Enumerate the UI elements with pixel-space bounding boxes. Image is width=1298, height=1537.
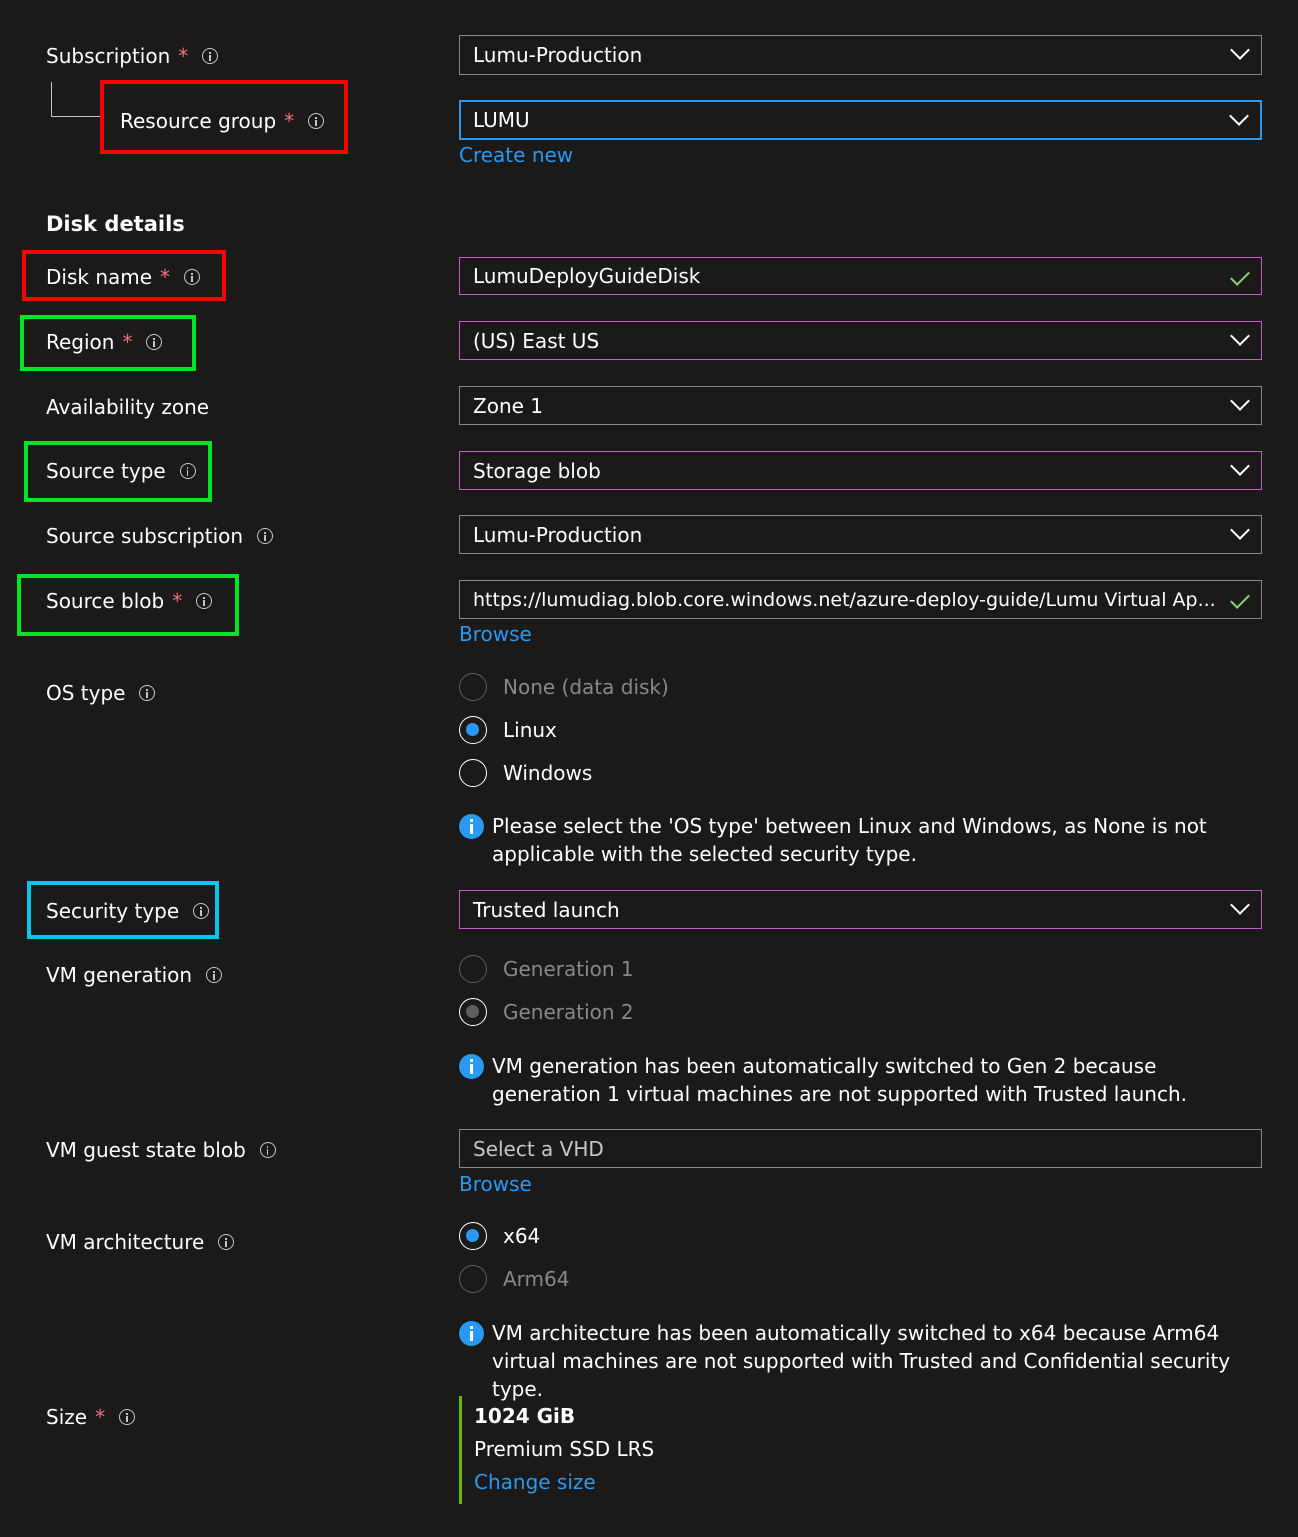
source-blob-input[interactable]: https://lumudiag.blob.core.windows.net/azure-deploy-guide/Lumu Virtual Ap... xyxy=(459,580,1262,619)
size-amount: 1024 GiB xyxy=(474,1404,576,1428)
os-type-label: OS type xyxy=(46,678,155,708)
radio-button xyxy=(459,955,487,983)
resource-group-label: Resource group * xyxy=(120,106,324,136)
checkmark-icon xyxy=(1230,266,1250,286)
info-icon[interactable] xyxy=(260,1142,276,1158)
region-label: Region * xyxy=(46,327,162,357)
chevron-down-icon xyxy=(1232,113,1246,127)
radio-button[interactable] xyxy=(459,1222,487,1250)
vm-generation-label: VM generation xyxy=(46,960,222,990)
availability-zone-dropdown[interactable]: Zone 1 xyxy=(459,386,1262,425)
radio-windows[interactable]: Windows xyxy=(459,758,592,788)
radio-generation-1: Generation 1 xyxy=(459,954,634,984)
info-icon[interactable] xyxy=(119,1409,135,1425)
info-icon[interactable] xyxy=(257,528,273,544)
chevron-down-icon xyxy=(1233,398,1247,412)
radio-button xyxy=(459,673,487,701)
source-type-dropdown[interactable]: Storage blob xyxy=(459,451,1262,490)
info-icon[interactable] xyxy=(218,1234,234,1250)
info-icon[interactable] xyxy=(202,48,218,64)
availability-zone-label: Availability zone xyxy=(46,395,210,419)
tree-connector xyxy=(51,82,102,117)
highlight-box-green xyxy=(24,441,212,502)
info-message: VM generation has been automatically switched to Gen 2 because generation 1 virtual machines are not supported with Trusted launch. xyxy=(459,1052,1269,1108)
radio-button xyxy=(459,1265,487,1293)
source-blob-label: Source blob * xyxy=(46,586,212,616)
disk-name-label: Disk name * xyxy=(46,262,200,292)
radio-none: None (data disk) xyxy=(459,672,669,702)
create-new-link[interactable]: Create new xyxy=(459,143,574,167)
info-filled-icon xyxy=(459,1321,484,1346)
chevron-down-icon xyxy=(1233,527,1247,541)
vm-guest-state-blob-input[interactable]: Select a VHD xyxy=(459,1129,1262,1168)
chevron-down-icon xyxy=(1233,463,1247,477)
info-icon[interactable] xyxy=(139,685,155,701)
change-size-link[interactable]: Change size xyxy=(474,1470,596,1494)
highlight-box-green xyxy=(17,574,239,636)
region-dropdown[interactable]: (US) East US xyxy=(459,321,1262,360)
radio-arm64: Arm64 xyxy=(459,1264,569,1294)
radio-button[interactable] xyxy=(459,716,487,744)
source-subscription-label: Source subscription xyxy=(46,521,273,551)
browse-link[interactable]: Browse xyxy=(459,1172,532,1196)
info-icon[interactable] xyxy=(206,967,222,983)
highlight-box-red xyxy=(100,80,348,154)
checkmark-icon xyxy=(1230,589,1250,609)
highlight-box-red xyxy=(22,250,226,301)
disk-name-input[interactable]: LumuDeployGuideDisk xyxy=(459,257,1262,295)
vm-guest-state-blob-label: VM guest state blob xyxy=(46,1135,276,1165)
radio-button[interactable] xyxy=(459,759,487,787)
security-type-label: Security type xyxy=(46,896,209,926)
chevron-down-icon xyxy=(1233,333,1247,347)
subscription-dropdown[interactable]: Lumu-Production xyxy=(459,35,1262,75)
source-subscription-dropdown[interactable]: Lumu-Production xyxy=(459,515,1262,554)
radio-x64[interactable]: x64 xyxy=(459,1221,540,1251)
source-type-label: Source type xyxy=(46,456,196,486)
info-message: VM architecture has been automatically switched to x64 because Arm64 virtual machines are not supported with Trusted and Confidential security type. xyxy=(459,1319,1269,1403)
highlight-box-cyan xyxy=(27,881,219,939)
vm-architecture-label: VM architecture xyxy=(46,1227,234,1257)
info-message: Please select the 'OS type' between Linux and Windows, as None is not applicable with the selected security type. xyxy=(459,812,1269,868)
highlight-box-green xyxy=(20,315,196,371)
section-heading: Disk details xyxy=(46,212,185,236)
info-filled-icon xyxy=(459,814,484,839)
browse-link[interactable]: Browse xyxy=(459,622,532,646)
chevron-down-icon xyxy=(1233,47,1247,61)
radio-generation-2: Generation 2 xyxy=(459,997,634,1027)
subscription-label: Subscription * xyxy=(46,41,218,71)
security-type-dropdown[interactable]: Trusted launch xyxy=(459,890,1262,929)
info-filled-icon xyxy=(459,1054,484,1079)
size-summary xyxy=(459,1396,654,1504)
chevron-down-icon xyxy=(1233,902,1247,916)
resource-group-dropdown[interactable]: LUMU xyxy=(459,100,1262,140)
radio-linux[interactable]: Linux xyxy=(459,715,557,745)
size-label: Size * xyxy=(46,1402,135,1432)
radio-button xyxy=(459,998,487,1026)
size-sku: Premium SSD LRS xyxy=(474,1437,655,1461)
